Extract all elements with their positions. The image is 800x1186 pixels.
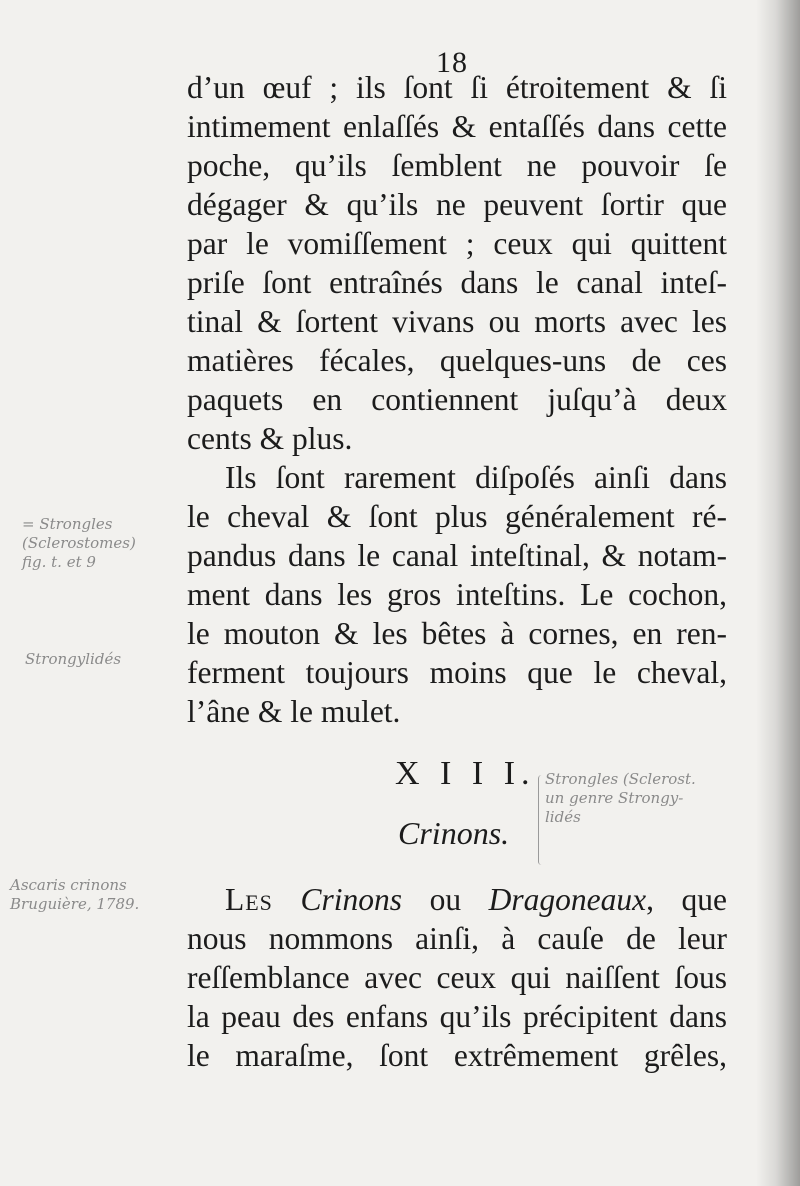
paragraph-2	[187, 458, 727, 731]
text-line: cents & plus.	[187, 421, 353, 456]
text-line: tinal & ſortent vivans ou morts avec les	[187, 304, 727, 339]
text-line: par le vomiſſement ; ceux qui quittent	[187, 226, 727, 261]
lead-term-dragoneaux: Dragoneaux	[488, 882, 647, 917]
page-number: 18	[436, 46, 468, 79]
text-line: le maraſme, ſont extrêmement grêles,	[187, 1038, 727, 1073]
text-line: l’âne & le mulet.	[187, 694, 401, 729]
note-line: un genre Strongy-	[545, 789, 684, 807]
text-line: ment dans les gros inteſtins. Le cochon,	[187, 577, 727, 612]
text-line: d’un œuf ; ils ſont ſi étroitement & ſi	[187, 70, 727, 105]
text-line: reſſemblance avec ceux qui naiſſent ſous	[187, 960, 727, 995]
lead-connector: ou	[402, 882, 489, 917]
margin-note-ascaris	[10, 876, 139, 914]
section-number: X I I I.	[395, 755, 536, 792]
margin-note-strongylides	[25, 650, 121, 669]
text-line: dégager & qu’ils ne peuvent ſortir que	[187, 187, 727, 222]
lead-term-crinons: Crinons	[300, 882, 403, 917]
note-line: fig. t. et 9	[22, 553, 96, 571]
text-line: pandus dans le canal inteſtinal, & notam-	[187, 538, 727, 573]
note-line: Strongles (Sclerost.	[545, 770, 696, 788]
gutter-shadow	[756, 0, 800, 1186]
text-line: le cheval & ſont plus généralement ré-	[187, 499, 727, 534]
text-line: nous nommons ainſi, à cauſe de leur	[187, 921, 727, 956]
lead-end: , que	[646, 882, 728, 917]
margin-note-strongles	[22, 515, 136, 572]
note-line: = Strongles	[22, 515, 113, 533]
text-line: priſe ſont entraînés dans le canal inteſ-	[187, 265, 727, 300]
text-line-lead	[187, 880, 727, 919]
text-line: intimement enlaſſés & entaſſés dans cette	[187, 109, 727, 144]
paragraph-1	[187, 68, 727, 458]
note-line: Strongylidés	[25, 650, 122, 668]
paragraph-3	[187, 880, 727, 1075]
note-bracket	[538, 775, 545, 865]
text-line: le mouton & les bêtes à cornes, en ren-	[187, 616, 727, 651]
note-line: Bruguière, 1789.	[10, 895, 140, 913]
text-line: Ils ſont rarement diſpoſés ainſi dans	[225, 460, 727, 495]
text-line: poche, qu’ils ſemblent ne pouvoir ſe	[187, 148, 727, 183]
text-line: paquets en contiennent juſqu’à deux	[187, 382, 727, 417]
note-line: Ascaris crinons	[10, 876, 127, 894]
section-title: Crinons.	[398, 815, 510, 851]
note-line: (Sclerostomes)	[22, 534, 136, 552]
text-line: matières fécales, quelques-uns de ces	[187, 343, 727, 378]
text-line: ferment toujours moins que le cheval,	[187, 655, 727, 690]
lead-smallcaps: Les	[225, 882, 273, 917]
margin-note-crinons	[545, 770, 696, 827]
text-line: la peau des enfans qu’ils précipitent dans	[187, 999, 727, 1034]
note-line: lidés	[545, 808, 581, 826]
